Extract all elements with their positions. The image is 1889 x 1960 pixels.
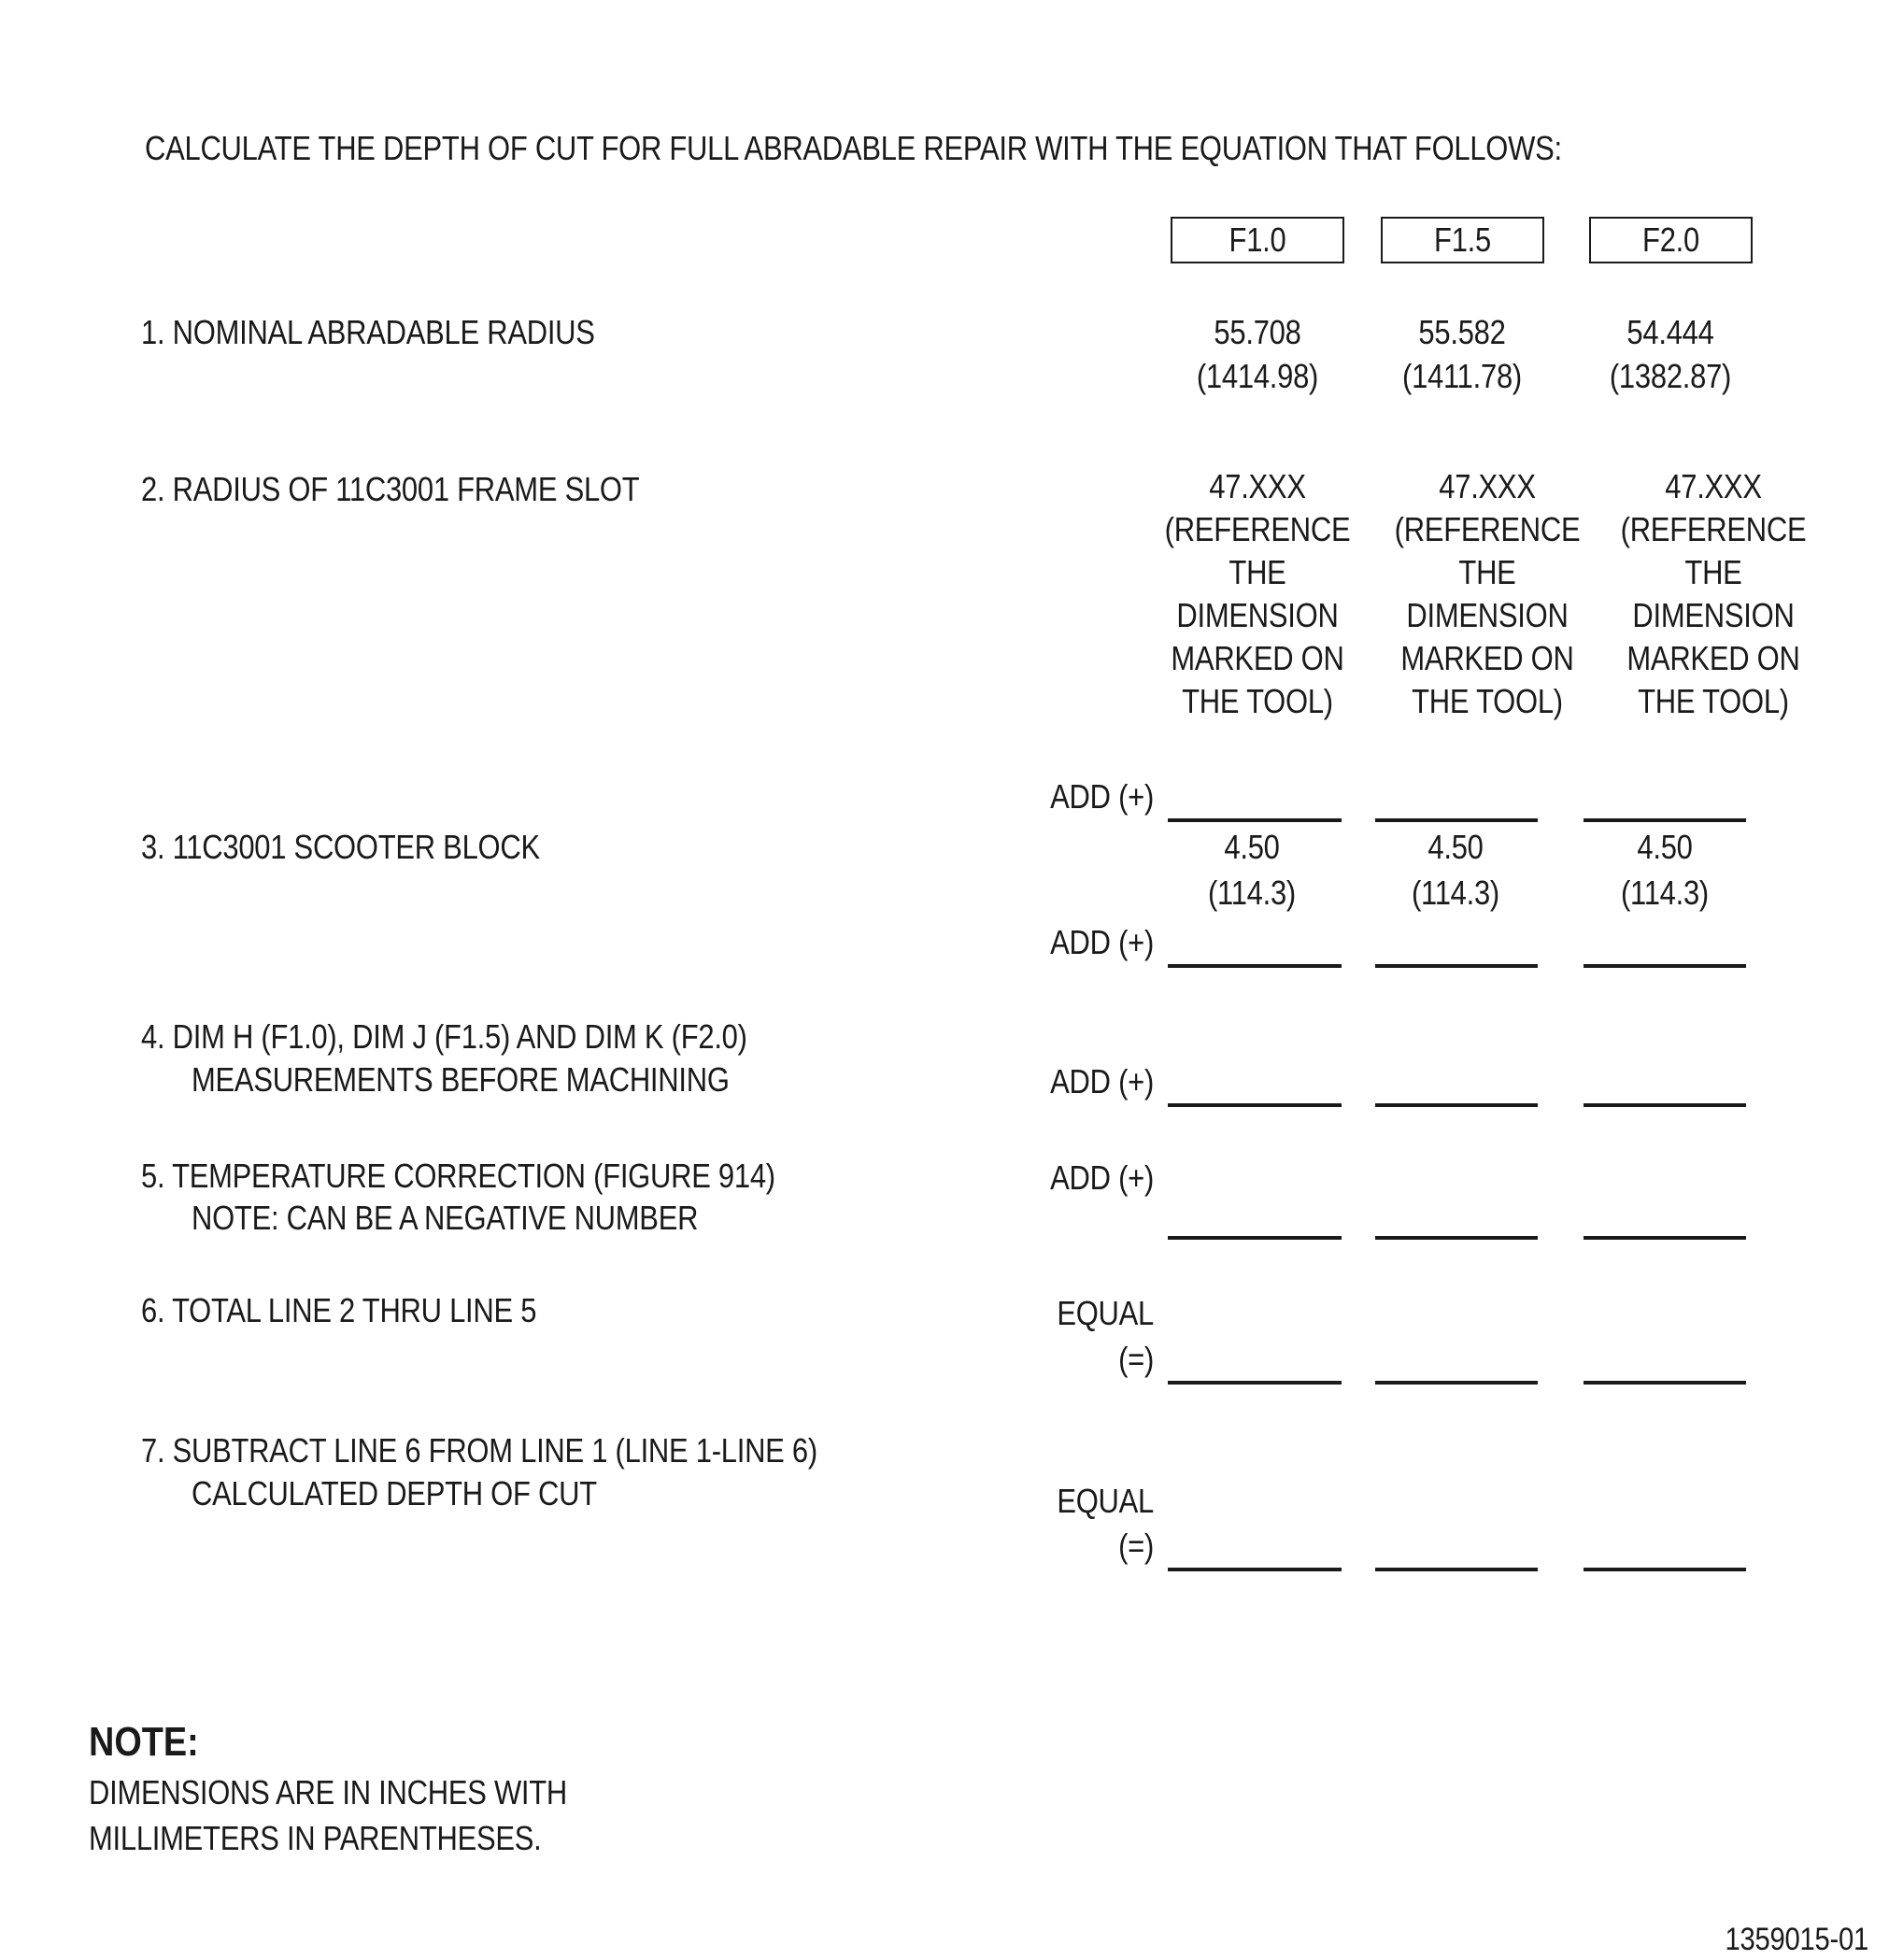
row7-f10-entry[interactable] (1168, 1568, 1342, 1571)
row3-op-above: ADD (+) (1050, 777, 1154, 816)
row3-f15-mm: (114.3) (1411, 873, 1499, 912)
row2-f10-inches: 47.XXX (1209, 467, 1306, 505)
row1-label: 1. NOMINAL ABRADABLE RADIUS (141, 313, 595, 351)
row5-op: ADD (+) (1050, 1158, 1154, 1197)
instruction-heading: CALCULATE THE DEPTH OF CUT FOR FULL ABRADABLE REPAIR WITH THE EQUATION THAT FOLLOWS: (145, 129, 1562, 167)
note-line2: MILLIMETERS IN PARENTHESES. (89, 1819, 542, 1857)
row2-f15-ref-3: DIMENSION (1406, 596, 1569, 634)
row2-f20-ref-4: MARKED ON (1626, 639, 1800, 677)
row2-f20-ref-1: (REFERENCE (1620, 510, 1807, 548)
row6-f10-entry[interactable] (1168, 1381, 1342, 1385)
column-header-f2-0: F2.0 (1589, 217, 1753, 263)
row3-f15-entry[interactable] (1375, 964, 1538, 968)
row6-f15-entry[interactable] (1375, 1381, 1538, 1385)
row3-f20-inches: 4.50 (1637, 828, 1693, 866)
row3-f10-mm: (114.3) (1207, 873, 1296, 912)
row2-f10-ref-5: THE TOOL) (1182, 682, 1333, 720)
row3-f20-mm: (114.3) (1620, 873, 1709, 912)
row2-f15-ref-5: THE TOOL) (1412, 682, 1563, 720)
row2-f10-ref-3: DIMENSION (1176, 596, 1339, 634)
row7-op-line2: (=) (1118, 1527, 1154, 1565)
column-header-f1-0: F1.0 (1171, 217, 1344, 263)
row2-f20-ref-3: DIMENSION (1632, 596, 1795, 634)
row7-label-line2: CALCULATED DEPTH OF CUT (192, 1474, 597, 1513)
row2-f15-inches: 47.XXX (1439, 467, 1536, 505)
row3-label: 3. 11C3001 SCOOTER BLOCK (141, 828, 540, 866)
row2-f15-ref-4: MARKED ON (1400, 639, 1574, 677)
row4-f15-entry[interactable] (1375, 1103, 1538, 1107)
row4-f20-entry[interactable] (1584, 1103, 1746, 1107)
row2-f10-ref-1: (REFERENCE (1164, 510, 1351, 548)
row2-f15-ref-2: THE (1458, 553, 1516, 591)
row7-label-line1: 7. SUBTRACT LINE 6 FROM LINE 1 (LINE 1-LINE 6) (141, 1431, 817, 1470)
row1-f15-mm: (1411.78) (1402, 357, 1522, 395)
note-line1: DIMENSIONS ARE IN INCHES WITH (89, 1773, 568, 1811)
row2-f20-ref-2: THE (1684, 553, 1742, 591)
row6-op-line1: EQUAL (1057, 1294, 1154, 1332)
row1-f20-mm: (1382.87) (1609, 357, 1732, 395)
row1-f10-inches: 55.708 (1214, 313, 1301, 351)
row6-f20-entry[interactable] (1584, 1381, 1746, 1385)
row5-f10-entry[interactable] (1168, 1236, 1342, 1240)
row2-f15-ref-1: (REFERENCE (1394, 510, 1581, 548)
row5-label-line2: NOTE: CAN BE A NEGATIVE NUMBER (192, 1199, 699, 1237)
row3-f10-inches: 4.50 (1224, 828, 1280, 866)
row2-f10-ref-4: MARKED ON (1171, 639, 1344, 677)
row3-f20-entry-above[interactable] (1584, 818, 1746, 822)
row1-f10-mm: (1414.98) (1196, 357, 1319, 395)
row3-f15-inches: 4.50 (1427, 828, 1484, 866)
row6-label: 6. TOTAL LINE 2 THRU LINE 5 (141, 1291, 537, 1329)
row6-op-line2: (=) (1118, 1340, 1154, 1378)
row4-label-line1: 4. DIM H (F1.0), DIM J (F1.5) AND DIM K (F2.0) (141, 1017, 747, 1056)
row3-f20-entry[interactable] (1584, 964, 1746, 968)
row2-f10-ref-2: THE (1229, 553, 1286, 591)
row2-f20-inches: 47.XXX (1665, 467, 1762, 505)
row2-label: 2. RADIUS OF 11C3001 FRAME SLOT (141, 470, 640, 508)
note-title: NOTE: (89, 1719, 199, 1765)
row1-f20-inches: 54.444 (1626, 313, 1714, 351)
row7-f20-entry[interactable] (1584, 1568, 1746, 1571)
row5-f15-entry[interactable] (1375, 1236, 1538, 1240)
row5-f20-entry[interactable] (1584, 1236, 1746, 1240)
row1-f15-inches: 55.582 (1418, 313, 1506, 351)
row3-op-below: ADD (+) (1050, 923, 1154, 961)
row7-op-line1: EQUAL (1057, 1482, 1154, 1520)
row2-f20-ref-5: THE TOOL) (1638, 682, 1789, 720)
row7-f15-entry[interactable] (1375, 1568, 1538, 1571)
row3-f10-entry-above[interactable] (1168, 818, 1342, 822)
column-header-f1-5: F1.5 (1381, 217, 1544, 263)
row4-label-line2: MEASUREMENTS BEFORE MACHINING (192, 1060, 730, 1099)
figure-id: 1359015-01 (1725, 1922, 1868, 1957)
row3-f15-entry-above[interactable] (1375, 818, 1538, 822)
row4-op: ADD (+) (1050, 1062, 1154, 1101)
row3-f10-entry[interactable] (1168, 964, 1342, 968)
row5-label-line1: 5. TEMPERATURE CORRECTION (FIGURE 914) (141, 1157, 775, 1195)
row4-f10-entry[interactable] (1168, 1103, 1342, 1107)
